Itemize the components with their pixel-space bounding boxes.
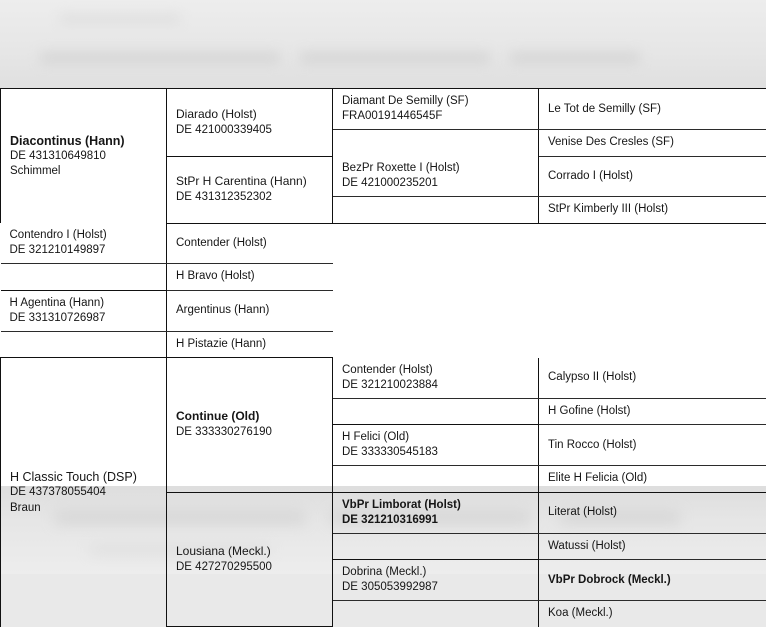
cell-gen4 bbox=[539, 492, 766, 533]
gen4-name: Tin Rocco (Holst) bbox=[548, 438, 759, 453]
gen4-name: Venise Des Cresles (SF) bbox=[548, 135, 759, 150]
cell-gen4 bbox=[167, 264, 333, 290]
gen4-name: H Pistazie (Hann) bbox=[176, 337, 325, 352]
cell-gen2-sire bbox=[167, 358, 333, 493]
cell-gen1-subject bbox=[1, 358, 167, 627]
cell-gen3 bbox=[333, 89, 539, 130]
cell-gen3-spacer bbox=[333, 601, 539, 627]
cell-gen3-spacer bbox=[1, 331, 167, 357]
gen4-name: Koa (Meckl.) bbox=[548, 606, 759, 621]
gen4-name: Watussi (Holst) bbox=[548, 539, 759, 554]
table-row bbox=[1, 331, 766, 357]
gen4-name: Calypso II (Holst) bbox=[548, 370, 759, 385]
cell-gen4 bbox=[539, 425, 766, 466]
gen2-name: StPr H Carentina (Hann) bbox=[176, 174, 324, 190]
gen3-name: BezPr Roxette I (Holst) bbox=[342, 161, 530, 176]
gen4-name: VbPr Dobrock (Meckl.) bbox=[548, 573, 759, 588]
gen3-name: H Agentina (Hann) bbox=[10, 296, 159, 311]
pedigree-document bbox=[0, 88, 766, 486]
gen2-name: Continue (Old) bbox=[176, 409, 324, 425]
gen4-name: Argentinus (Hann) bbox=[176, 303, 325, 318]
cell-gen3 bbox=[333, 560, 539, 601]
gen1-ueln: DE 431310649810 bbox=[10, 149, 158, 164]
gen3-ueln: DE 421000235201 bbox=[342, 176, 530, 191]
gen3-name: Dobrina (Meckl.) bbox=[342, 565, 530, 580]
table-row bbox=[1, 264, 766, 290]
cell-gen4 bbox=[167, 223, 333, 264]
cell-gen4 bbox=[539, 466, 766, 492]
gen3-ueln: DE 305053992987 bbox=[342, 580, 530, 595]
gen4-name: Literat (Holst) bbox=[548, 505, 759, 520]
cell-gen2-sire bbox=[167, 89, 333, 157]
gen4-name: StPr Kimberly III (Holst) bbox=[548, 202, 759, 217]
cell-gen3-spacer bbox=[333, 533, 539, 559]
cell-gen4 bbox=[167, 290, 333, 331]
gen4-name: H Gofine (Holst) bbox=[548, 404, 759, 419]
cell-gen2-dam bbox=[167, 156, 333, 223]
pedigree-table bbox=[0, 88, 766, 627]
cell-gen3-spacer bbox=[333, 130, 539, 156]
cell-gen3 bbox=[1, 290, 167, 331]
gen1-name: Diacontinus (Hann) bbox=[10, 133, 158, 150]
cell-gen1-subject bbox=[1, 89, 167, 224]
cell-gen4 bbox=[539, 533, 766, 559]
cell-gen4 bbox=[539, 560, 766, 601]
gen1-color: Schimmel bbox=[10, 164, 158, 179]
gen3-name: H Felici (Old) bbox=[342, 430, 530, 445]
gen3-name: VbPr Limborat (Holst) bbox=[342, 498, 530, 513]
gen3-name: Diamant De Semilly (SF) bbox=[342, 94, 530, 109]
gen1-ueln: DE 437378055404 bbox=[10, 485, 158, 500]
gen2-ueln: DE 431312352302 bbox=[176, 190, 324, 205]
cell-gen3 bbox=[333, 358, 539, 399]
gen3-ueln: DE 331310726987 bbox=[10, 311, 159, 326]
gen3-ueln: DE 321210316991 bbox=[342, 513, 530, 528]
cell-gen2-dam bbox=[167, 492, 333, 627]
gen4-name: Corrado I (Holst) bbox=[548, 169, 759, 184]
gen2-ueln: DE 333330276190 bbox=[176, 425, 324, 440]
gen3-ueln: FRA00191446545F bbox=[342, 109, 530, 124]
cell-gen3 bbox=[333, 156, 539, 197]
cell-gen3-spacer bbox=[1, 264, 167, 290]
cell-gen4 bbox=[539, 156, 766, 197]
cell-gen4 bbox=[539, 358, 766, 399]
cell-gen3-spacer bbox=[333, 466, 539, 492]
cell-gen4 bbox=[539, 601, 766, 627]
cell-gen3-spacer bbox=[333, 197, 539, 223]
cell-gen3 bbox=[333, 425, 539, 466]
cell-gen3-spacer bbox=[333, 398, 539, 424]
gen2-ueln: DE 421000339405 bbox=[176, 123, 324, 138]
gen3-ueln: DE 321210023884 bbox=[342, 378, 530, 393]
gen3-name: Contender (Holst) bbox=[342, 363, 530, 378]
gen3-name: Contendro I (Holst) bbox=[10, 228, 159, 243]
table-row bbox=[1, 223, 766, 264]
table-row bbox=[1, 358, 766, 399]
blurred-page-top bbox=[0, 0, 766, 95]
cell-gen3 bbox=[1, 223, 167, 264]
gen2-ueln: DE 427270295500 bbox=[176, 560, 324, 575]
cell-gen4 bbox=[167, 331, 333, 357]
gen3-ueln: DE 333330545183 bbox=[342, 445, 530, 460]
table-row bbox=[1, 290, 766, 331]
gen1-name: H Classic Touch (DSP) bbox=[10, 469, 158, 486]
gen4-name: H Bravo (Holst) bbox=[176, 269, 325, 284]
gen3-ueln: DE 321210149897 bbox=[10, 243, 159, 258]
gen2-name: Diarado (Holst) bbox=[176, 107, 324, 123]
cell-gen4 bbox=[539, 130, 766, 156]
cell-gen4 bbox=[539, 398, 766, 424]
gen4-name: Contender (Holst) bbox=[176, 236, 325, 251]
gen4-name: Elite H Felicia (Old) bbox=[548, 471, 759, 486]
gen1-color: Braun bbox=[10, 501, 158, 516]
gen4-name: Le Tot de Semilly (SF) bbox=[548, 102, 759, 117]
cell-gen4 bbox=[539, 197, 766, 223]
cell-gen3 bbox=[333, 492, 539, 533]
cell-gen4 bbox=[539, 89, 766, 130]
gen2-name: Lousiana (Meckl.) bbox=[176, 544, 324, 560]
table-row bbox=[1, 89, 766, 130]
